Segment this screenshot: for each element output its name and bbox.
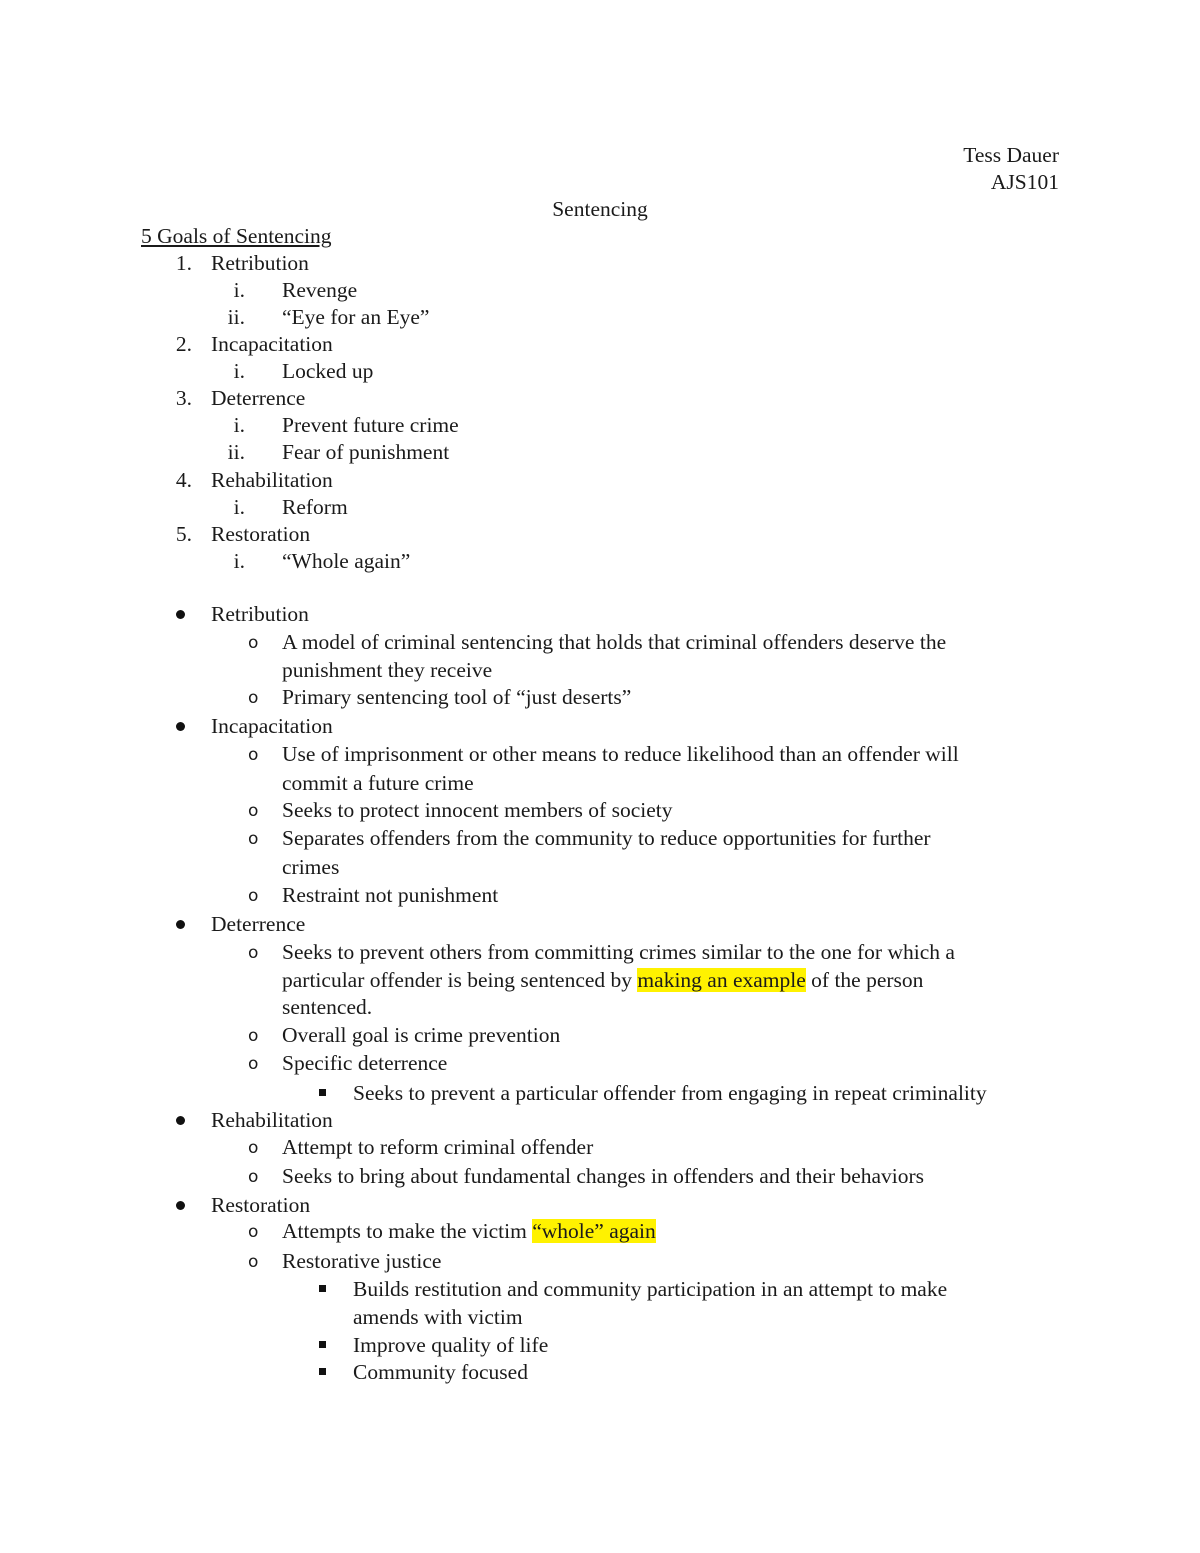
author-name: Tess Dauer — [963, 143, 1059, 167]
circle-bullet-icon: o — [248, 1167, 259, 1187]
note-point: Seeks to prevent others from committing crimes similar to the one for which a — [282, 940, 955, 964]
circle-bullet-icon: o — [248, 745, 259, 765]
note-sub-point-cont: amends with victim — [353, 1305, 523, 1329]
goal-label: Retribution — [211, 251, 309, 275]
bullet-icon — [176, 1201, 185, 1210]
circle-bullet-icon: o — [248, 688, 259, 708]
note-heading-incapacitation: Incapacitation — [211, 714, 333, 738]
note-sub-point: Seeks to prevent a particular offender from engaging in repeat criminality — [353, 1081, 987, 1105]
goal-label: Incapacitation — [211, 332, 333, 356]
sub-numeral: ii. — [227, 440, 245, 464]
note-point: Separates offenders from the community to reduce opportunities for further — [282, 826, 931, 850]
circle-bullet-icon: o — [248, 829, 259, 849]
note-point: Overall goal is crime prevention — [282, 1023, 561, 1047]
sub-numeral: i. — [233, 359, 245, 383]
note-heading-restoration: Restoration — [211, 1193, 311, 1217]
goal-number: 4. — [175, 468, 192, 492]
note-heading-rehabilitation: Rehabilitation — [211, 1108, 333, 1132]
note-point-cont: punishment they receive — [282, 658, 493, 682]
circle-bullet-icon: o — [248, 1222, 259, 1242]
sub-numeral: i. — [233, 413, 245, 437]
note-point-cont: commit a future crime — [282, 771, 474, 795]
goal-sub-item: Prevent future crime — [282, 413, 459, 437]
goal-number: 5. — [175, 522, 192, 546]
goal-number: 1. — [175, 251, 192, 275]
circle-bullet-icon: o — [248, 1252, 259, 1272]
note-sub-point: Improve quality of life — [353, 1333, 549, 1357]
goal-sub-item: Fear of punishment — [282, 440, 450, 464]
note-heading-deterrence: Deterrence — [211, 912, 306, 936]
note-sub-point: Builds restitution and community participation in an attempt to make — [353, 1277, 948, 1301]
text-run: Attempts to make the victim — [282, 1219, 533, 1243]
goal-label: Restoration — [211, 522, 311, 546]
goal-label: Rehabilitation — [211, 468, 333, 492]
goal-sub-item: Locked up — [282, 359, 374, 383]
circle-bullet-icon: o — [248, 886, 259, 906]
goals-heading: 5 Goals of Sentencing — [141, 224, 332, 248]
note-point: Seeks to bring about fundamental changes in offenders and their behaviors — [282, 1164, 925, 1188]
square-bullet-icon — [319, 1341, 326, 1348]
note-point: Restorative justice — [282, 1249, 442, 1273]
highlighted-text: “whole” again — [532, 1219, 656, 1243]
note-point-cont: crimes — [282, 855, 340, 879]
square-bullet-icon — [319, 1089, 326, 1096]
bullet-icon — [176, 722, 185, 731]
circle-bullet-icon: o — [248, 943, 259, 963]
goal-sub-item: “Eye for an Eye” — [282, 305, 430, 329]
highlighted-text: making an example — [637, 968, 806, 992]
goal-number: 3. — [175, 386, 192, 410]
square-bullet-icon — [319, 1368, 326, 1375]
note-point-cont: sentenced. — [282, 995, 373, 1019]
circle-bullet-icon: o — [248, 1054, 259, 1074]
circle-bullet-icon: o — [248, 801, 259, 821]
document-title: Sentencing — [552, 197, 648, 221]
square-bullet-icon — [319, 1285, 326, 1292]
course-code: AJS101 — [990, 170, 1059, 194]
sub-numeral: i. — [233, 549, 245, 573]
goal-label: Deterrence — [211, 386, 306, 410]
circle-bullet-icon: o — [248, 633, 259, 653]
circle-bullet-icon: o — [248, 1026, 259, 1046]
note-point: Restraint not punishment — [282, 883, 499, 907]
sub-numeral: ii. — [227, 305, 245, 329]
text-run: of the person — [805, 968, 924, 992]
note-point — [282, 1218, 656, 1245]
note-sub-point: Community focused — [353, 1360, 528, 1384]
goal-sub-item: “Whole again” — [282, 549, 411, 573]
sub-numeral: i. — [233, 495, 245, 519]
bullet-icon — [176, 1116, 185, 1125]
note-point: Specific deterrence — [282, 1051, 448, 1075]
goal-sub-item: Reform — [282, 495, 348, 519]
circle-bullet-icon: o — [248, 1138, 259, 1158]
note-point: Seeks to protect innocent members of society — [282, 798, 673, 822]
goal-sub-item: Revenge — [282, 278, 358, 302]
text-run: particular offender is being sentenced by — [282, 968, 638, 992]
bullet-icon — [176, 920, 185, 929]
note-point-cont — [282, 967, 923, 994]
sub-numeral: i. — [233, 278, 245, 302]
goal-number: 2. — [175, 332, 192, 356]
note-point: Attempt to reform criminal offender — [282, 1135, 594, 1159]
note-point: A model of criminal sentencing that holds that criminal offenders deserve the — [282, 630, 947, 654]
note-point: Primary sentencing tool of “just deserts” — [282, 685, 632, 709]
note-heading-retribution: Retribution — [211, 602, 309, 626]
note-point: Use of imprisonment or other means to reduce likelihood than an offender will — [282, 742, 959, 766]
bullet-icon — [176, 610, 185, 619]
